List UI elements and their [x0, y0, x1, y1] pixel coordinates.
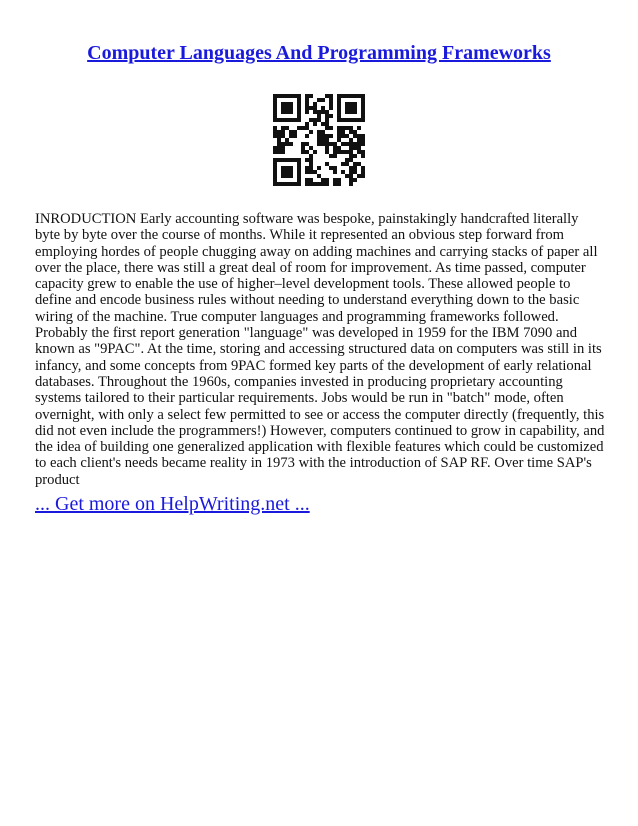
qr-module — [309, 166, 313, 170]
qr-module — [281, 94, 285, 98]
qr-module — [305, 170, 309, 174]
qr-module — [361, 142, 365, 146]
qr-module — [337, 130, 341, 134]
qr-module — [329, 102, 333, 106]
qr-module — [273, 110, 277, 114]
qr-module — [289, 142, 293, 146]
qr-module — [297, 98, 301, 102]
qr-module — [345, 142, 349, 146]
qr-module — [297, 118, 301, 122]
qr-module — [329, 94, 333, 98]
qr-module — [337, 106, 341, 110]
qr-module — [337, 146, 341, 150]
qr-module — [361, 114, 365, 118]
qr-module — [325, 114, 329, 118]
qr-module — [289, 94, 293, 98]
qr-module — [309, 154, 313, 158]
qr-module — [345, 174, 349, 178]
qr-module — [321, 182, 325, 186]
qr-module — [341, 142, 345, 146]
qr-module — [357, 150, 361, 154]
qr-module — [329, 106, 333, 110]
qr-module — [361, 170, 365, 174]
qr-module — [321, 110, 325, 114]
qr-module — [329, 98, 333, 102]
qr-module — [349, 166, 353, 170]
qr-module — [349, 102, 353, 106]
qr-module — [313, 106, 317, 110]
qr-module — [325, 134, 329, 138]
qr-module — [349, 150, 353, 154]
qr-module — [297, 178, 301, 182]
qr-module — [313, 170, 317, 174]
qr-module — [345, 150, 349, 154]
qr-module — [321, 122, 325, 126]
qr-module — [353, 106, 357, 110]
qr-module — [301, 142, 305, 146]
qr-module — [349, 146, 353, 150]
qr-module — [297, 126, 301, 130]
qr-module — [337, 178, 341, 182]
qr-module — [297, 106, 301, 110]
qr-module — [337, 138, 341, 142]
qr-module — [325, 138, 329, 142]
qr-module — [285, 170, 289, 174]
qr-module — [273, 174, 277, 178]
qr-module — [273, 182, 277, 186]
qr-module — [353, 162, 357, 166]
qr-module — [361, 150, 365, 154]
qr-module — [285, 166, 289, 170]
qr-module — [305, 134, 309, 138]
qr-module — [309, 182, 313, 186]
qr-module — [277, 150, 281, 154]
qr-module — [349, 158, 353, 162]
qr-module — [277, 118, 281, 122]
qr-module — [273, 146, 277, 150]
qr-module — [341, 134, 345, 138]
qr-module — [293, 130, 297, 134]
qr-module — [297, 166, 301, 170]
qr-module — [345, 106, 349, 110]
qr-module — [325, 162, 329, 166]
qr-module — [357, 142, 361, 146]
qr-module — [281, 150, 285, 154]
qr-module — [353, 118, 357, 122]
qr-module — [285, 102, 289, 106]
qr-module — [281, 174, 285, 178]
qr-module — [305, 142, 309, 146]
qr-module — [285, 118, 289, 122]
qr-module — [345, 118, 349, 122]
qr-module — [289, 182, 293, 186]
qr-module — [277, 146, 281, 150]
qr-module — [349, 118, 353, 122]
get-more-link[interactable]: ... Get more on HelpWriting.net ... — [35, 493, 310, 515]
qr-module — [277, 138, 281, 142]
qr-module — [337, 114, 341, 118]
qr-module — [337, 134, 341, 138]
qr-module — [333, 146, 337, 150]
qr-module — [293, 182, 297, 186]
qr-module — [317, 130, 321, 134]
qr-module — [337, 110, 341, 114]
qr-module — [297, 102, 301, 106]
qr-module — [353, 94, 357, 98]
qr-module — [289, 130, 293, 134]
qr-module — [337, 150, 341, 154]
qr-module — [297, 170, 301, 174]
qr-module — [289, 118, 293, 122]
qr-module — [357, 138, 361, 142]
qr-module — [341, 150, 345, 154]
qr-module — [305, 102, 309, 106]
qr-module — [289, 174, 293, 178]
qr-module — [313, 118, 317, 122]
qr-module — [349, 138, 353, 142]
qr-module — [325, 150, 329, 154]
qr-module — [317, 174, 321, 178]
qr-module — [325, 110, 329, 114]
qr-module — [321, 178, 325, 182]
qr-module — [313, 182, 317, 186]
qr-module — [297, 162, 301, 166]
qr-module — [345, 110, 349, 114]
qr-module — [345, 102, 349, 106]
qr-module — [325, 182, 329, 186]
qr-module — [337, 98, 341, 102]
qr-module — [329, 114, 333, 118]
qr-module — [273, 130, 277, 134]
qr-module — [349, 126, 353, 130]
qr-module — [285, 94, 289, 98]
qr-module — [341, 118, 345, 122]
qr-module — [317, 166, 321, 170]
qr-module — [317, 138, 321, 142]
qr-module — [285, 138, 289, 142]
qr-module — [285, 174, 289, 178]
qr-module — [353, 166, 357, 170]
qr-module — [313, 102, 317, 106]
qr-module — [289, 106, 293, 110]
qr-module — [297, 110, 301, 114]
qr-module — [273, 118, 277, 122]
qr-module — [329, 166, 333, 170]
qr-module — [309, 178, 313, 182]
qr-module — [349, 170, 353, 174]
qr-module — [361, 166, 365, 170]
qr-module — [277, 142, 281, 146]
qr-module — [297, 174, 301, 178]
qr-module — [361, 174, 365, 178]
qr-module — [361, 154, 365, 158]
qr-module — [349, 182, 353, 186]
qr-module — [321, 138, 325, 142]
qr-module — [349, 174, 353, 178]
qr-module — [349, 142, 353, 146]
qr-module — [305, 178, 309, 182]
qr-module — [305, 182, 309, 186]
qr-module — [289, 110, 293, 114]
qr-module — [353, 146, 357, 150]
qr-module — [305, 94, 309, 98]
qr-module — [301, 146, 305, 150]
qr-module — [353, 142, 357, 146]
qr-module — [293, 158, 297, 162]
qr-module — [297, 158, 301, 162]
qr-module — [277, 182, 281, 186]
qr-module — [305, 122, 309, 126]
qr-module — [341, 162, 345, 166]
qr-module — [337, 118, 341, 122]
qr-module — [309, 118, 313, 122]
qr-module — [353, 110, 357, 114]
qr-module — [317, 182, 321, 186]
qr-module — [333, 178, 337, 182]
qr-module — [317, 98, 321, 102]
qr-module — [281, 130, 285, 134]
qr-module — [325, 94, 329, 98]
qr-module — [305, 110, 309, 114]
qr-module — [281, 110, 285, 114]
qr-module — [273, 162, 277, 166]
qr-module — [293, 134, 297, 138]
qr-module — [285, 110, 289, 114]
qr-module — [281, 106, 285, 110]
qr-module — [273, 178, 277, 182]
qr-module — [361, 134, 365, 138]
qr-module — [353, 178, 357, 182]
qr-module — [281, 166, 285, 170]
qr-module — [289, 158, 293, 162]
qr-module — [273, 102, 277, 106]
qr-module — [305, 150, 309, 154]
qr-module — [325, 118, 329, 122]
qr-module — [305, 106, 309, 110]
document-body-text: INRODUCTION Early accounting software was bespoke, painstakingly handcrafted literally byte by byte over the course of months. While it represented an obvious step forward from employing hordes of people chugging away on adding machines and carrying stacks of paper all over the place, there was still a great deal of room for improvement. As time passed, computer capacity grew to enable the use of higher–level development tools. These allowed people to define and encode business rules without needing to understand everything down to the basic wiring of the machine. True computer languages and programming frameworks followed. Probably the first report generation "language" was developed in 1959 for the IBM 7090 and known as "9PAC". At the time, storing and accessing structured data on computers was still in its infancy, and some concepts from 9PAC formed key parts of the development of early relational databases. Throughout the 1960s, companies invested in producing proprietary accounting systems tailored to their particular requirements. Jobs would be run in "batch" mode, often overnight, with only a select few permitted to see or access the computer directly (frequently, this did not even include the programmers!) However, computers continued to grow in capability, and the idea of building one generalized application with flexible features which could be customized to each client's needs became reality in 1973 with the introduction of SAP RF. Over time SAP's product — [35, 211, 605, 488]
qr-module — [313, 110, 317, 114]
qr-module — [349, 130, 353, 134]
qr-module — [273, 150, 277, 154]
qr-module — [277, 94, 281, 98]
qr-module — [317, 142, 321, 146]
qr-module — [353, 130, 357, 134]
qr-module — [277, 130, 281, 134]
qr-module — [285, 126, 289, 130]
qr-module — [341, 130, 345, 134]
qr-module — [293, 118, 297, 122]
qr-module — [281, 102, 285, 106]
qr-module — [317, 134, 321, 138]
qr-module — [285, 106, 289, 110]
qr-module — [361, 118, 365, 122]
qr-module — [281, 134, 285, 138]
qr-module — [277, 134, 281, 138]
qr-module — [349, 94, 353, 98]
qr-module — [345, 162, 349, 166]
qr-module — [325, 142, 329, 146]
qr-module — [305, 126, 309, 130]
qr-module — [273, 126, 277, 130]
qr-module — [349, 110, 353, 114]
qr-module — [297, 182, 301, 186]
qr-module — [357, 126, 361, 130]
qr-module — [345, 94, 349, 98]
qr-module — [361, 102, 365, 106]
qr-module — [333, 150, 337, 154]
qr-module — [305, 166, 309, 170]
qr-module — [337, 126, 341, 130]
qr-module — [321, 142, 325, 146]
qr-module — [357, 146, 361, 150]
qr-module — [289, 166, 293, 170]
qr-module — [333, 182, 337, 186]
qr-module — [353, 102, 357, 106]
qr-module — [349, 178, 353, 182]
qr-module — [289, 170, 293, 174]
qr-module — [285, 158, 289, 162]
qr-module — [349, 106, 353, 110]
qr-module — [301, 126, 305, 130]
qr-module — [289, 134, 293, 138]
qr-module — [281, 182, 285, 186]
qr-module — [329, 134, 333, 138]
qr-module — [317, 118, 321, 122]
qr-module — [285, 182, 289, 186]
qr-module — [345, 158, 349, 162]
qr-module — [309, 158, 313, 162]
qr-module — [313, 150, 317, 154]
qr-module — [353, 154, 357, 158]
qr-module — [325, 178, 329, 182]
qr-module — [309, 170, 313, 174]
qr-module — [341, 94, 345, 98]
qr-module — [305, 158, 309, 162]
qr-module — [281, 118, 285, 122]
qr-module — [357, 118, 361, 122]
qr-module — [297, 94, 301, 98]
qr-module — [329, 142, 333, 146]
qr-module — [273, 166, 277, 170]
qr-module — [357, 134, 361, 138]
qr-module — [361, 94, 365, 98]
document-title-link[interactable]: Computer Languages And Programming Frameworks — [87, 42, 551, 64]
qr-module — [361, 98, 365, 102]
qr-module — [345, 134, 349, 138]
qr-module — [273, 106, 277, 110]
qr-module — [273, 170, 277, 174]
qr-module — [341, 170, 345, 174]
qr-module — [337, 94, 341, 98]
qr-module — [345, 126, 349, 130]
qr-module — [333, 154, 337, 158]
qr-module — [337, 102, 341, 106]
qr-module — [337, 182, 341, 186]
qr-module — [273, 114, 277, 118]
qr-module — [273, 98, 277, 102]
qr-module — [277, 158, 281, 162]
qr-module — [353, 134, 357, 138]
qr-module — [325, 146, 329, 150]
qr-module — [289, 102, 293, 106]
qr-module — [309, 130, 313, 134]
qr-module — [297, 114, 301, 118]
qr-module — [281, 146, 285, 150]
qr-module — [357, 162, 361, 166]
qr-module — [309, 162, 313, 166]
qr-module — [321, 130, 325, 134]
qr-module — [321, 106, 325, 110]
qr-module — [301, 150, 305, 154]
qr-module — [333, 142, 337, 146]
qr-module — [357, 94, 361, 98]
qr-module — [333, 166, 337, 170]
qr-module — [293, 94, 297, 98]
qr-module — [309, 106, 313, 110]
qr-module — [273, 134, 277, 138]
qr-module — [281, 142, 285, 146]
qr-module — [333, 170, 337, 174]
qr-module — [313, 122, 317, 126]
qr-module — [281, 158, 285, 162]
qr-module — [309, 146, 313, 150]
qr-module — [321, 134, 325, 138]
qr-code-icon — [273, 94, 365, 186]
qr-module — [349, 154, 353, 158]
qr-module — [325, 126, 329, 130]
qr-module — [361, 138, 365, 142]
qr-module — [329, 154, 333, 158]
qr-module — [357, 174, 361, 178]
qr-module — [285, 142, 289, 146]
qr-module — [341, 126, 345, 130]
qr-module — [309, 94, 313, 98]
qr-module — [281, 126, 285, 130]
qr-module — [305, 98, 309, 102]
qr-module — [281, 170, 285, 174]
qr-module — [273, 94, 277, 98]
qr-module — [273, 158, 277, 162]
qr-module — [353, 170, 357, 174]
qr-module — [361, 106, 365, 110]
qr-module — [317, 110, 321, 114]
qr-module — [317, 114, 321, 118]
qr-module — [361, 110, 365, 114]
qr-module — [321, 98, 325, 102]
qr-module — [329, 126, 333, 130]
qr-module — [325, 122, 329, 126]
